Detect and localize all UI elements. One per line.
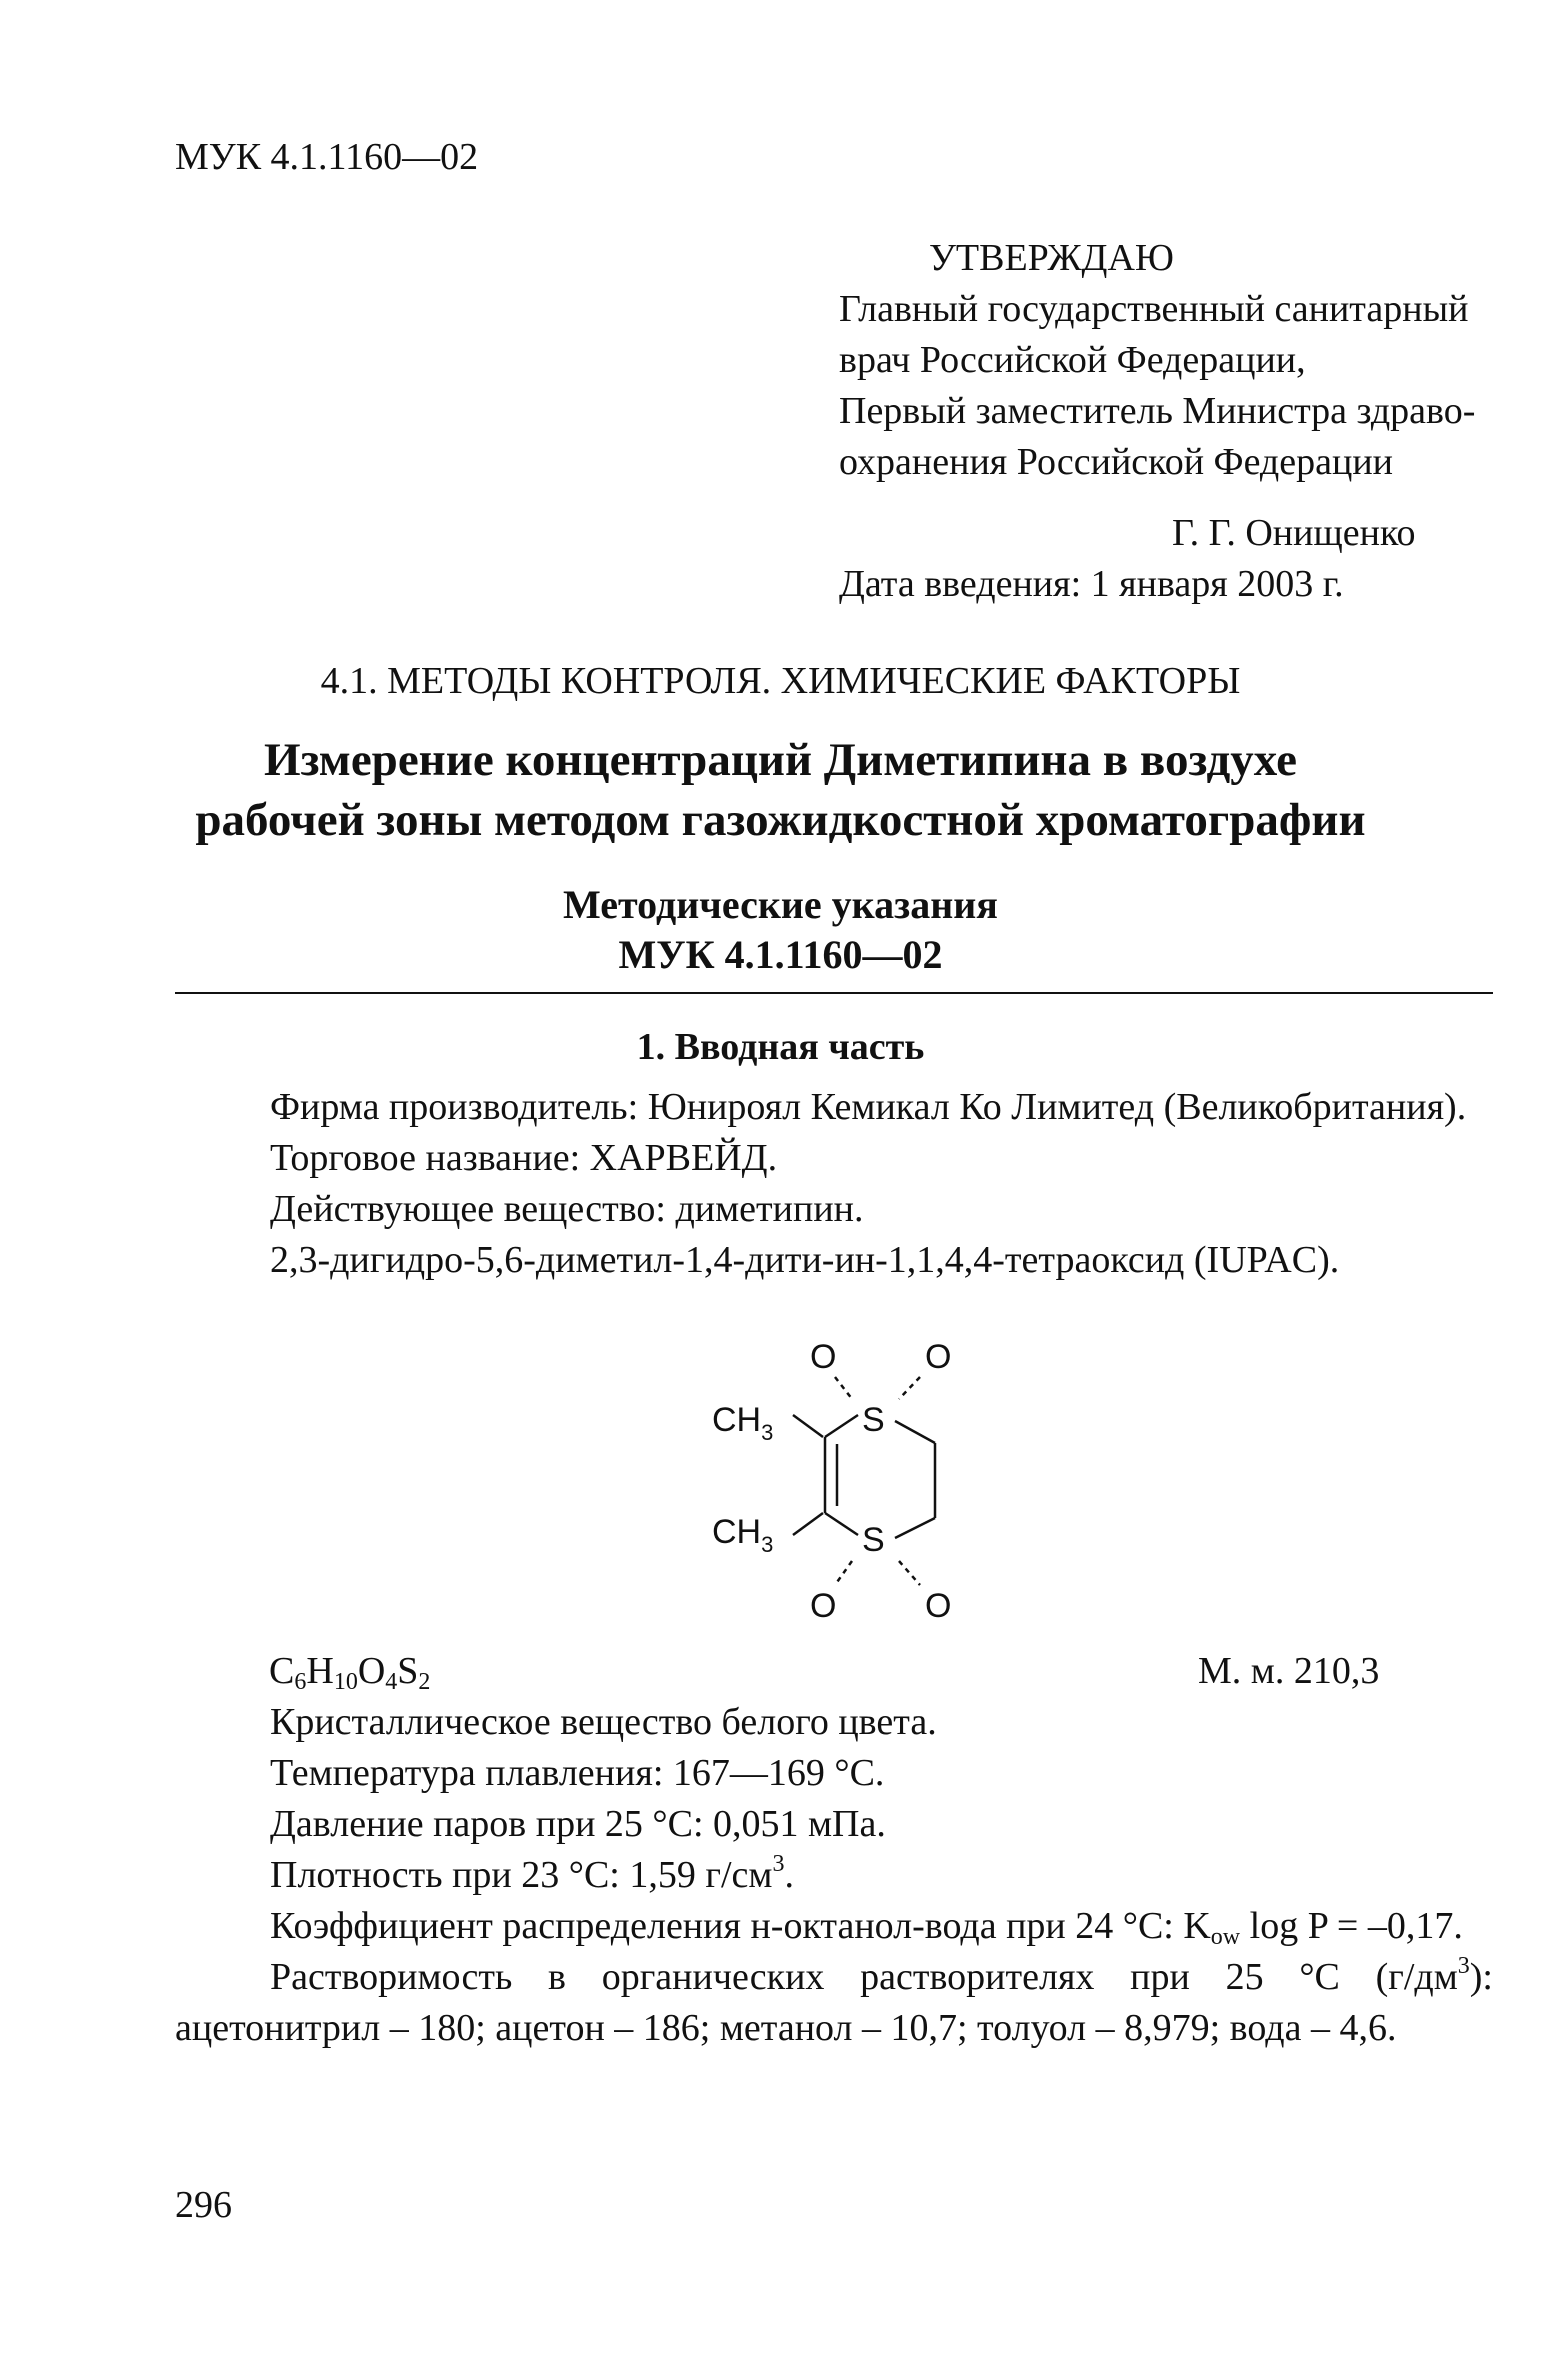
oxygen-atom-top-right: O [925, 1338, 952, 1376]
density-paragraph [175, 1850, 1493, 1901]
bond-line [793, 1513, 823, 1535]
density-text-end: . [784, 1854, 794, 1896]
signatory-name: Г. Г. Онищенко [1172, 512, 1416, 554]
section-heading: 4.1. МЕТОДЫ КОНТРОЛЯ. ХИМИЧЕСКИЕ ФАКТОРЫ [320, 660, 1241, 702]
appearance-paragraph: Кристаллическое вещество белого цвета. [270, 1701, 937, 1743]
document-title [0, 730, 1561, 850]
methyl-subscript: 3 [761, 1532, 774, 1557]
bond-line [895, 1518, 935, 1538]
running-head: МУК 4.1.1160—02 [175, 136, 479, 178]
dashed-bond [835, 1377, 852, 1399]
manufacturer-paragraph: Фирма производитель: Юнироял Кемикал Ко Лимитед (Великобритания). [270, 1086, 1467, 1128]
properties-body [175, 1697, 1493, 2054]
sulfur-atom-top: S [862, 1401, 885, 1439]
document-subtitle [0, 880, 1561, 980]
title-line-1: Измерение концентраций Диметипина в воздухе [264, 734, 1297, 786]
horizontal-rule [175, 992, 1493, 994]
bond-line [825, 1415, 858, 1437]
approval-line: Главный государственный санитарный [839, 288, 1469, 330]
element-count: 6 [294, 1669, 307, 1695]
approval-block [839, 233, 1475, 488]
methyl-group-top [712, 1401, 773, 1445]
element-count: 10 [333, 1669, 358, 1695]
dashed-bond [899, 1377, 920, 1399]
active-substance-paragraph: Действующее вещество: диметипин. [270, 1188, 864, 1230]
methyl-subscript: 3 [761, 1420, 774, 1445]
bond-line [793, 1415, 823, 1437]
molecular-formula [269, 1646, 430, 1697]
subtitle-line-1: Методические указания [563, 882, 998, 927]
solubility-text: Растворимость в органических растворителях при 25 °C (г/дм [270, 1956, 1458, 1998]
element-count: 4 [385, 1669, 398, 1695]
solubility-unit-exponent: 3 [1457, 1953, 1470, 1979]
element-symbol: H [306, 1650, 334, 1692]
intro-body [175, 1082, 1493, 1286]
oxygen-atom-bottom-left: O [810, 1587, 837, 1625]
title-line-2: рабочей зоны методом газожидкостной хроматографии [195, 794, 1366, 846]
oxygen-atom-top-left: O [810, 1338, 837, 1376]
structural-formula-diagram [690, 1333, 980, 1633]
approval-line: охранения Российской Федерации [839, 441, 1394, 483]
page-number: 296 [175, 2184, 232, 2226]
partition-text: Коэффициент распределения н-октанол-вода при 24 °C: K [270, 1905, 1211, 1947]
partition-subscript: ow [1210, 1924, 1241, 1950]
dashed-bond [899, 1561, 920, 1585]
element-count: 2 [418, 1669, 431, 1695]
introduction-date: Дата введения: 1 января 2003 г. [839, 563, 1344, 605]
bond-line [895, 1421, 935, 1443]
density-text: Плотность при 23 °C: 1,59 г/см [270, 1854, 773, 1896]
dashed-bond [835, 1561, 852, 1585]
element-symbol: S [397, 1650, 419, 1692]
melting-point-paragraph: Температура плавления: 167—169 °C. [270, 1752, 885, 1794]
subtitle-line-2: МУК 4.1.1160—02 [618, 932, 943, 977]
trade-name-paragraph: Торговое название: ХАРВЕЙД. [270, 1137, 778, 1179]
bond-line [825, 1513, 858, 1535]
solubility-paragraph [175, 1952, 1493, 2054]
approval-line: врач Российской Федерации, [839, 339, 1306, 381]
approval-word: УТВЕРЖДАЮ [929, 237, 1174, 279]
density-unit-exponent: 3 [772, 1851, 785, 1877]
element-symbol: O [357, 1650, 386, 1692]
solubility-values: ): ацетонитрил – 180; ацетон – 186; метанол – 10,7; толуол – 8,979; вода – 4,6. [175, 1956, 1493, 2049]
methyl-group-bottom [712, 1513, 773, 1557]
sulfur-atom-bottom: S [862, 1521, 885, 1559]
methyl-label: CH [712, 1401, 762, 1439]
iupac-paragraph: 2,3-дигидро-5,6-диметил-1,4-дити-ин-1,1,4,4-тетраоксид (IUPAC). [270, 1239, 1340, 1281]
element-symbol: C [269, 1650, 295, 1692]
molar-mass: М. м. 210,3 [1198, 1650, 1380, 1692]
partition-coefficient-paragraph [175, 1901, 1493, 1952]
oxygen-atom-bottom-right: O [925, 1587, 952, 1625]
part-heading: 1. Вводная часть [636, 1026, 925, 1068]
methyl-label: CH [712, 1513, 762, 1551]
vapor-pressure-paragraph: Давление паров при 25 °C: 0,051 мПа. [270, 1803, 886, 1845]
approval-line: Первый заместитель Министра здраво- [839, 390, 1476, 432]
partition-value: log P = –0,17. [1240, 1905, 1463, 1947]
